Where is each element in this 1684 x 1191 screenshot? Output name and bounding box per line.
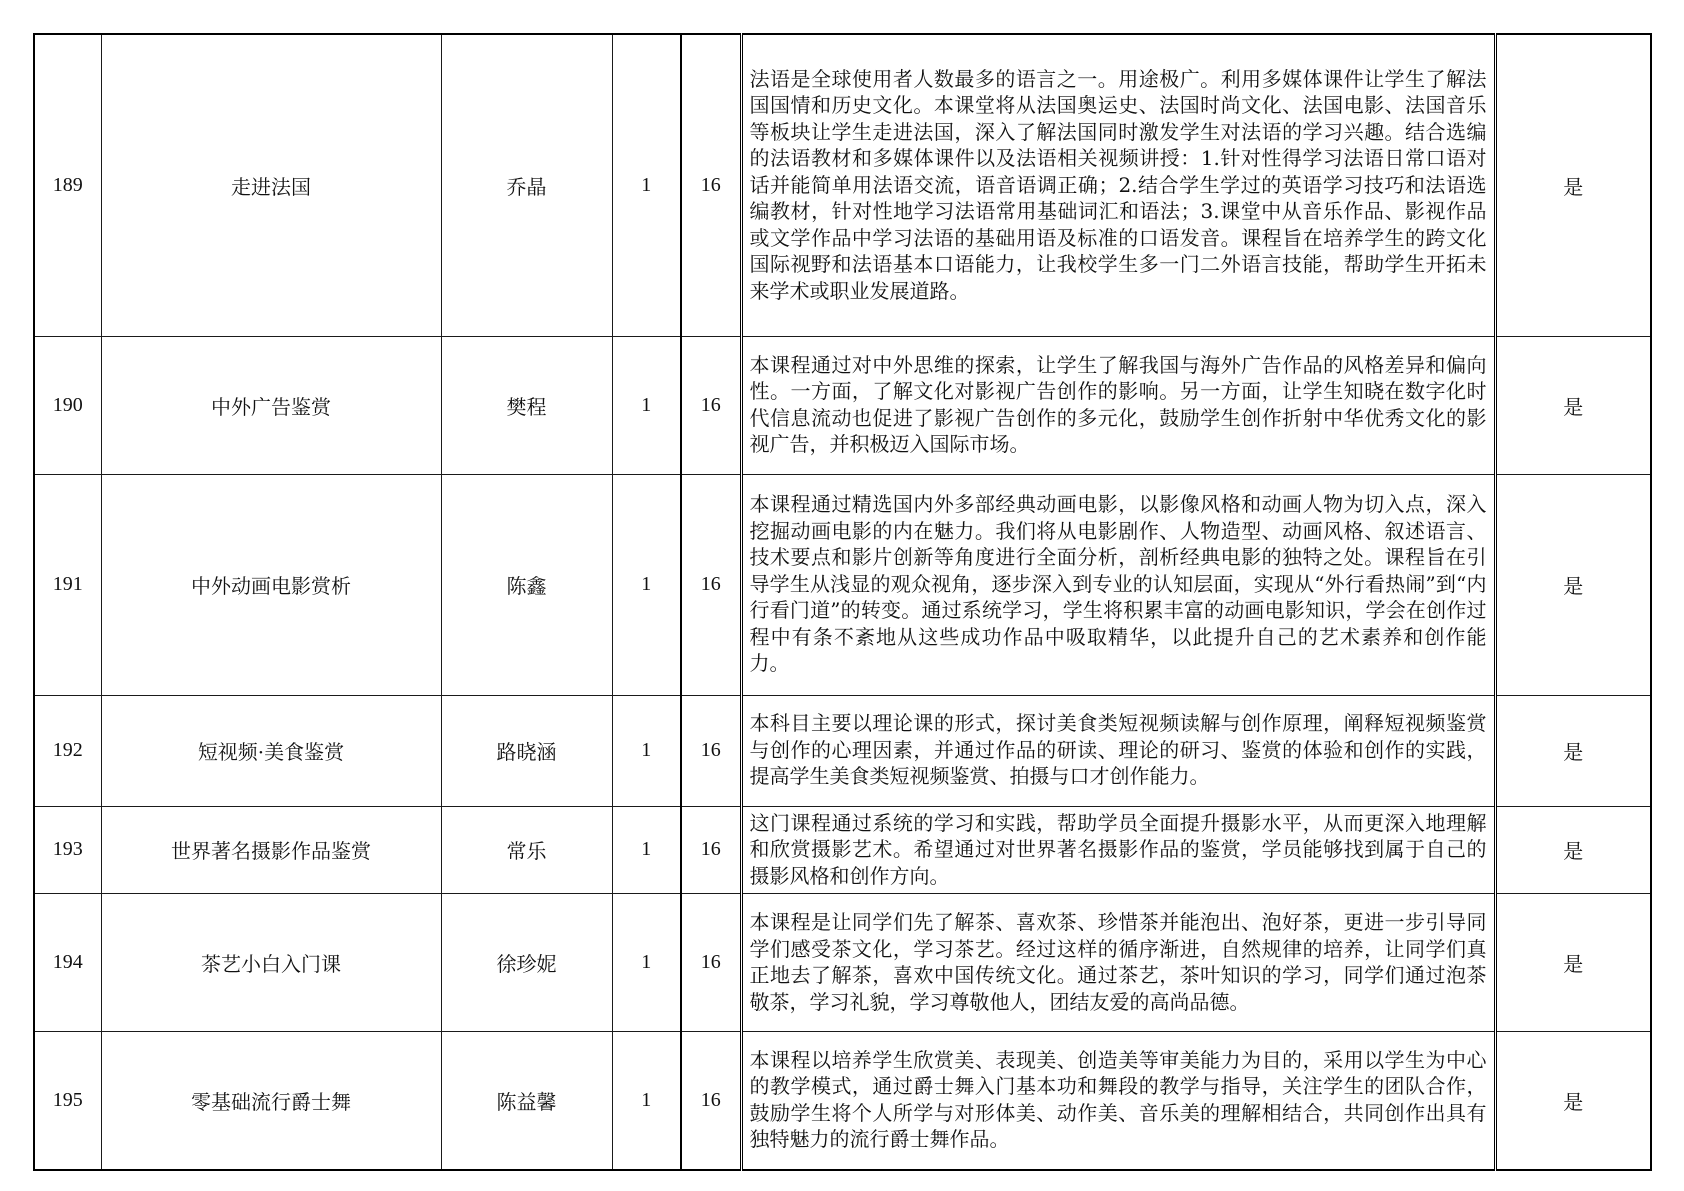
course-number: 192 [34,695,101,806]
course-credit: 1 [612,336,681,474]
course-name: 短视频·美食鉴赏 [101,695,441,806]
course-credit: 1 [612,34,681,336]
course-credit: 1 [612,806,681,894]
course-teacher: 徐珍妮 [441,894,612,1032]
course-teacher: 陈益馨 [441,1032,612,1170]
course-flag: 是 [1495,1032,1651,1170]
course-hours: 16 [681,474,741,695]
course-hours: 16 [681,34,741,336]
course-flag: 是 [1495,806,1651,894]
course-credit: 1 [612,695,681,806]
table-row [34,474,1651,695]
course-name: 走进法国 [101,34,441,336]
course-teacher: 陈鑫 [441,474,612,695]
course-flag: 是 [1495,894,1651,1032]
course-number: 195 [34,1032,101,1170]
table-row [34,34,1651,336]
course-flag: 是 [1495,336,1651,474]
table-row [34,806,1651,894]
course-hours: 16 [681,1032,741,1170]
course-credit: 1 [612,474,681,695]
table-row [34,336,1651,474]
course-description: 本科目主要以理论课的形式，探讨美食类短视频读解与创作原理，阐释短视频鉴赏与创作的心理因素，并通过作品的研读、理论的研习、鉴赏的体验和创作的实践，提高学生美食类短视频鉴赏、拍摄与口才创作能力。 [741,695,1495,806]
table-row [34,695,1651,806]
course-number: 191 [34,474,101,695]
course-description: 这门课程通过系统的学习和实践，帮助学员全面提升摄影水平，从而更深入地理解和欣赏摄影艺术。希望通过对世界著名摄影作品的鉴赏，学员能够找到属于自己的摄影风格和创作方向。 [741,806,1495,894]
course-hours: 16 [681,336,741,474]
course-description: 本课程通过精选国内外多部经典动画电影，以影像风格和动画人物为切入点，深入挖掘动画电影的内在魅力。我们将从电影剧作、人物造型、动画风格、叙述语言、技术要点和影片创新等角度进行全面分析，剖析经典电影的独特之处。课程旨在引导学生从浅显的观众视角，逐步深入到专业的认知层面，实现从“外行看热闹”到“内行看门道”的转变。通过系统学习，学生将积累丰富的动画电影知识，学会在创作过程中有条不紊地从这些成功作品中吸取精华，以此提升自己的艺术素养和创作能力。 [741,474,1495,695]
course-number: 194 [34,894,101,1032]
course-number: 189 [34,34,101,336]
course-name: 中外广告鉴赏 [101,336,441,474]
table-row [34,894,1651,1032]
course-flag: 是 [1495,695,1651,806]
course-credit: 1 [612,894,681,1032]
course-hours: 16 [681,894,741,1032]
course-flag: 是 [1495,474,1651,695]
course-name: 世界著名摄影作品鉴赏 [101,806,441,894]
course-table [33,33,1652,1171]
course-description: 本课程是让同学们先了解茶、喜欢茶、珍惜茶并能泡出、泡好茶，更进一步引导同学们感受茶文化，学习茶艺。经过这样的循序渐进，自然规律的培养，让同学们真正地去了解茶，喜欢中国传统文化。通过茶艺，茶叶知识的学习，同学们通过泡茶敬茶，学习礼貌，学习尊敬他人，团结友爱的高尚品德。 [741,894,1495,1032]
course-name: 茶艺小白入门课 [101,894,441,1032]
course-hours: 16 [681,806,741,894]
course-name: 中外动画电影赏析 [101,474,441,695]
course-credit: 1 [612,1032,681,1170]
course-teacher: 乔晶 [441,34,612,336]
table-row [34,1032,1651,1170]
course-name: 零基础流行爵士舞 [101,1032,441,1170]
course-flag: 是 [1495,34,1651,336]
course-number: 190 [34,336,101,474]
course-description: 本课程以培养学生欣赏美、表现美、创造美等审美能力为目的，采用以学生为中心的教学模式，通过爵士舞入门基本功和舞段的教学与指导，关注学生的团队合作，鼓励学生将个人所学与对形体美、动作美、音乐美的理解相结合，共同创作出具有独特魅力的流行爵士舞作品。 [741,1032,1495,1170]
course-description: 法语是全球使用者人数最多的语言之一。用途极广。利用多媒体课件让学生了解法国国情和历史文化。本课堂将从法国奥运史、法国时尚文化、法国电影、法国音乐等板块让学生走进法国，深入了解法国同时激发学生对法语的学习兴趣。结合选编的法语教材和多媒体课件以及法语相关视频讲授：1.针对性得学习法语日常口语对话并能简单用法语交流，语音语调正确；2.结合学生学过的英语学习技巧和法语选编教材，针对性地学习法语常用基础词汇和语法；3.课堂中从音乐作品、影视作品或文学作品中学习法语的基础用语及标准的口语发音。课程旨在培养学生的跨文化国际视野和法语基本口语能力，让我校学生多一门二外语言技能，帮助学生开拓未来学术或职业发展道路。 [741,34,1495,336]
course-teacher: 樊程 [441,336,612,474]
course-hours: 16 [681,695,741,806]
course-number: 193 [34,806,101,894]
course-teacher: 常乐 [441,806,612,894]
course-description: 本课程通过对中外思维的探索，让学生了解我国与海外广告作品的风格差异和偏向性。一方面，了解文化对影视广告创作的影响。另一方面，让学生知晓在数字化时代信息流动也促进了影视广告创作的多元化，鼓励学生创作折射中华优秀文化的影视广告，并积极迈入国际市场。 [741,336,1495,474]
course-teacher: 路晓涵 [441,695,612,806]
